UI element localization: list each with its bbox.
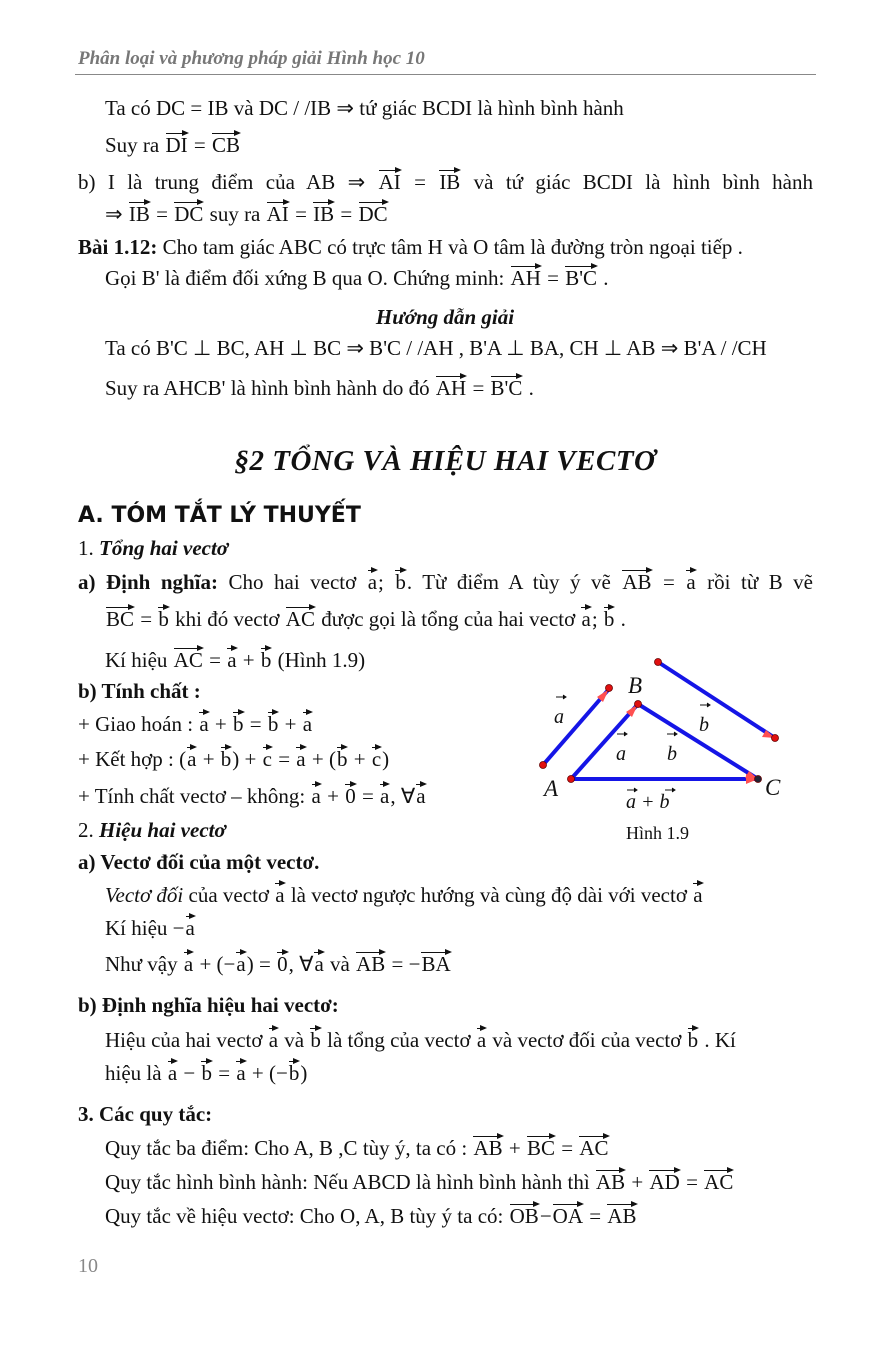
text-segment: b) I là trung điểm của AB ⇒: [78, 170, 378, 194]
vector-symbol: DC: [358, 202, 388, 226]
text-segment: và: [324, 952, 356, 976]
text-segment: ;: [378, 570, 395, 594]
text-segment: Hiệu của hai vectơ: [105, 1028, 268, 1052]
vector-symbol: a: [581, 607, 591, 631]
text-segment: +: [279, 712, 302, 736]
vector-symbol: b: [687, 1028, 699, 1052]
vector-symbol: a: [476, 1028, 487, 1052]
vector-symbol: a: [236, 1061, 246, 1085]
vector-symbol: AB: [356, 952, 386, 976]
vector-symbol: DC: [174, 202, 204, 226]
text-segment: =: [556, 1136, 579, 1160]
text-segment: .: [523, 376, 534, 400]
vector-symbol: AB: [595, 1170, 626, 1194]
point-B: [635, 701, 642, 708]
text-segment: + (−: [194, 952, 236, 976]
text-segment: =: [356, 784, 380, 808]
vector-symbol: a: [302, 712, 313, 736]
text-segment: =: [244, 712, 267, 736]
vector-symbol: b: [158, 607, 169, 631]
text-segment: b) Tính chất :: [78, 679, 201, 703]
vector-symbol: DI: [165, 133, 188, 157]
vector-symbol: OB: [509, 1204, 539, 1228]
vector-a-free: [543, 689, 609, 765]
text-segment: Tổng hai vectơ: [99, 536, 229, 560]
text-segment: =: [212, 1061, 236, 1085]
text-segment: +: [209, 712, 232, 736]
vector-symbol: AC: [173, 648, 203, 672]
text-segment: 1.: [78, 536, 99, 560]
text-segment: ): [300, 1061, 308, 1085]
vector-symbol: a: [693, 883, 703, 907]
text-segment: + (: [306, 747, 336, 771]
vector-symbol: a: [367, 570, 378, 594]
figure-caption: Hình 1.9: [626, 823, 689, 843]
vector-symbol: 0: [345, 784, 356, 808]
text-segment: −: [539, 1204, 552, 1228]
vector-symbol: c: [371, 747, 382, 771]
vector-symbol: a: [275, 883, 285, 907]
vector-symbol: c: [262, 747, 272, 771]
text-segment: Ta có DC = IB và DC / /IB ⇒ tứ giác BCDI là hình bình hành: [105, 96, 624, 120]
text-segment: . Kí: [699, 1028, 736, 1052]
vector-symbol: b: [267, 712, 279, 736]
vector-symbol: a: [296, 747, 306, 771]
text-segment: là tổng của vectơ: [321, 1028, 476, 1052]
text-segment: =: [272, 747, 296, 771]
point-A: [568, 776, 575, 783]
text-segment: Vectơ đối: [105, 883, 184, 907]
text-segment: + Kết hợp : (: [78, 747, 187, 771]
vector-symbol: b: [220, 747, 232, 771]
vector-symbol: AH: [435, 376, 467, 400]
vector-symbol: OA: [552, 1204, 583, 1228]
text-segment: ⇒: [105, 202, 128, 226]
vector-symbol: IB: [128, 202, 150, 226]
point: [655, 659, 662, 666]
vector-symbol: AB: [622, 570, 652, 594]
text-segment: được gọi là tổng của hai vectơ: [315, 607, 581, 631]
vector-symbol: b: [201, 1061, 212, 1085]
vector-symbol: a: [227, 648, 237, 672]
vector-symbol: AB: [607, 1204, 637, 1228]
vector-symbol: IB: [439, 170, 461, 194]
text-segment: Quy tắc hình bình hành: Nếu ABCD là hình bình hành thì: [105, 1170, 595, 1194]
text-segment: Bài 1.12:: [78, 235, 158, 259]
vector-symbol: a: [416, 784, 426, 808]
text-segment: 2.: [78, 818, 99, 842]
text-segment: a) Vectơ đối của một vectơ.: [78, 850, 320, 874]
text-segment: + Tính chất vectơ – không:: [78, 784, 311, 808]
text-segment: rồi từ B vẽ: [696, 570, 814, 594]
text-segment: =: [541, 266, 565, 290]
vector-symbol: B'C: [490, 376, 523, 400]
text-segment: + (−: [246, 1061, 288, 1085]
text-segment: =: [401, 170, 439, 194]
vector-symbol: a: [185, 916, 195, 940]
text-segment: suy ra: [204, 202, 266, 226]
point: [606, 685, 613, 692]
vector-symbol: IB: [313, 202, 335, 226]
text-segment: +: [237, 648, 260, 672]
vector-symbol: AC: [579, 1136, 609, 1160]
point: [540, 762, 547, 769]
text-segment: =: [335, 202, 358, 226]
text-segment: §2 TỔNG VÀ HIỆU HAI VECTƠ: [234, 445, 656, 477]
vector-symbol: AH: [510, 266, 541, 290]
text-segment: =: [680, 1170, 704, 1194]
text-segment: .: [598, 266, 609, 290]
text-segment: ) +: [232, 747, 262, 771]
text-segment: Quy tắc ba điểm: Cho A, B ,C tùy ý, ta có :: [105, 1136, 473, 1160]
text-segment: A. TÓM TẮT LÝ THUYẾT: [78, 503, 361, 528]
running-header: Phân loại và phương pháp giải Hình học 10: [78, 48, 425, 69]
label-B: B: [628, 673, 643, 698]
text-segment: Cho tam giác ABC có trực tâm H và O tâm là đường tròn ngoại tiếp .: [157, 235, 743, 259]
vector-symbol: AC: [704, 1170, 734, 1194]
text-segment: =: [289, 202, 313, 226]
text-segment: , ∀: [390, 784, 416, 808]
text-segment: ;: [591, 607, 603, 631]
vector-symbol: a: [268, 1028, 279, 1052]
text-segment: và tứ giác BCDI là hình bình hành: [461, 170, 813, 194]
text-segment: Kí hiệu: [105, 648, 173, 672]
text-segment: Hướng dẫn giải: [375, 305, 515, 329]
vector-symbol: BC: [106, 607, 135, 631]
text-segment: + Giao hoán :: [78, 712, 199, 736]
vector-symbol: a: [311, 784, 321, 808]
text-segment: =: [135, 607, 158, 631]
text-segment: +: [503, 1136, 526, 1160]
text-segment: của vectơ: [183, 883, 275, 907]
point-C: [755, 776, 762, 783]
text-segment: Suy ra: [105, 133, 165, 157]
point: [772, 735, 779, 742]
text-segment: Hiệu hai vectơ: [99, 818, 226, 842]
text-segment: +: [348, 747, 371, 771]
text-segment: =: [188, 133, 212, 157]
label-a: a: [616, 743, 626, 765]
label-sum: a + b: [626, 791, 670, 813]
text-segment: và vectơ đối của vectơ: [487, 1028, 687, 1052]
vector-symbol: b: [395, 570, 406, 594]
text-segment: và: [279, 1028, 310, 1052]
text-segment: Gọi B' là điểm đối xứng B qua O. Chứng minh:: [105, 266, 510, 290]
text-segment: Ta có B'C ⊥ BC, AH ⊥ BC ⇒ B'C / /AH , B'A ⊥ BA, CH ⊥ AB ⇒ B'A / /CH: [105, 336, 767, 360]
text-segment: , ∀: [288, 952, 314, 976]
text-segment: hiệu là: [105, 1061, 167, 1085]
text-segment: =: [584, 1204, 607, 1228]
text-segment: Như vậy: [105, 952, 183, 976]
vector-symbol: CB: [212, 133, 241, 157]
text-segment: +: [197, 747, 220, 771]
text-segment: là vectơ ngược hướng và cùng độ dài với vectơ: [285, 883, 693, 907]
vector-symbol: AB: [473, 1136, 503, 1160]
vector-AB: [571, 704, 638, 779]
vector-symbol: a: [236, 952, 246, 976]
label-b-free: b: [699, 714, 709, 736]
label-b: b: [667, 743, 677, 765]
vector-symbol: a: [380, 784, 390, 808]
text-segment: Cho hai vectơ: [218, 570, 367, 594]
vector-symbol: a: [314, 952, 324, 976]
vector-symbol: BC: [527, 1136, 556, 1160]
text-segment: =: [203, 648, 227, 672]
text-segment: ): [382, 747, 390, 771]
text-segment: b) Định nghĩa hiệu hai vectơ:: [78, 993, 339, 1017]
text-segment: Quy tắc về hiệu vectơ: Cho O, A, B tùy ý ta có:: [105, 1204, 509, 1228]
vector-symbol: b: [288, 1061, 300, 1085]
vector-symbol: a: [167, 1061, 178, 1085]
text-segment: =: [467, 376, 490, 400]
label-a-free: a: [554, 706, 564, 728]
text-segment: +: [321, 784, 345, 808]
vector-symbol: a: [686, 570, 696, 594]
vector-symbol: AI: [378, 170, 401, 194]
vector-symbol: AI: [266, 202, 289, 226]
text-segment: +: [626, 1170, 649, 1194]
vector-symbol: B'C: [565, 266, 598, 290]
vector-symbol: a: [187, 747, 197, 771]
vector-symbol: AC: [285, 607, 315, 631]
text-segment: ) =: [246, 952, 277, 976]
vector-symbol: a: [183, 952, 194, 976]
vector-symbol: AD: [649, 1170, 680, 1194]
text-segment: Kí hiệu −: [105, 916, 185, 940]
text-segment: Suy ra AHCB' là hình bình hành do đó: [105, 376, 435, 400]
page-number: 10: [78, 1255, 98, 1277]
vector-symbol: b: [233, 712, 244, 736]
text-segment: −: [178, 1061, 201, 1085]
label-C: C: [765, 775, 781, 800]
label-A: A: [544, 776, 559, 801]
text-segment: .: [615, 607, 626, 631]
text-segment: =: [150, 202, 174, 226]
vector-symbol: b: [336, 747, 348, 771]
text-segment: (Hình 1.9): [272, 648, 366, 672]
vector-symbol: b: [310, 1028, 321, 1052]
text-segment: =: [652, 570, 686, 594]
vector-symbol: BA: [421, 952, 451, 976]
text-segment: a) Định nghĩa:: [78, 570, 219, 594]
text-segment: . Từ điểm A tùy ý vẽ: [406, 570, 622, 594]
text-segment: 3. Các quy tắc:: [78, 1102, 213, 1126]
vector-symbol: a: [199, 712, 209, 736]
text-segment: = −: [386, 952, 421, 976]
vector-symbol: b: [260, 648, 272, 672]
text-segment: khi đó vectơ: [169, 607, 285, 631]
vector-symbol: 0: [277, 952, 288, 976]
vector-symbol: b: [603, 607, 615, 631]
